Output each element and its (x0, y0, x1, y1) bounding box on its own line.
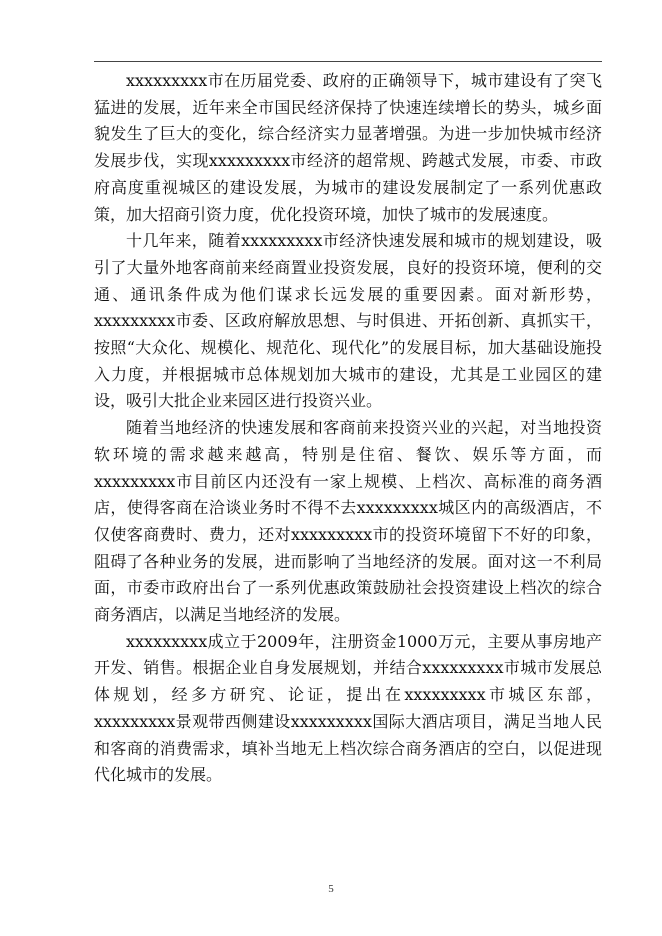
page-number: 5 (328, 883, 334, 895)
paragraph-3: 随着当地经济的快速发展和客商前来投资兴业的兴起，对当地投资软环境的需求越来越高，特别是住宿、餐饮、娱乐等方面，而xxxxxxxxx市目前区内还没有一家上规模、上档次、高标准的商务酒店，使得客商在洽谈业务时不得不去xxxxxxxxx城区内的高级酒店，不仅使客商费时、费力，还对xxxxxxxxx市的投资环境留下不好的印象，阻碍了各种业务的发展，进而影响了当地经济的发展。面对这一不利局面，市委市政府出台了一系列优惠政策鼓励社会投资建设上档次的综合商务酒店，以满足当地经济的发展。 (94, 418, 602, 625)
document-body (94, 68, 602, 789)
paragraph-2: 十几年来，随着xxxxxxxxx市经济快速发展和城市的规划建设，吸引了大量外地客商前来经商置业投资发展，良好的投资环境，便利的交通、通讯条件成为他们谋求长远发展的重要因素。面对新形势，xxxxxxxxx市委、区政府解放思想、与时俱进、开拓创新、真抓实干，按照“大众化、规模化、规范化、现代化”的发展目标，加大基础设施投入力度，并根据城市总体规划加大城市的建设，尤其是工业园区的建设，吸引大批企业来园区进行投资兴业。 (94, 231, 602, 411)
header-rule (94, 61, 602, 62)
paragraph-1: xxxxxxxxx市在历届党委、政府的正确领导下，城市建设有了突飞猛进的发展，近年来全市国民经济保持了快速连续增长的势头，城乡面貌发生了巨大的变化，综合经济实力显著增强。为进一步加快城市经济发展步伐，实现xxxxxxxxx市经济的超常规、跨越式发展，市委、市政府高度重视城区的建设发展，为城市的建设发展制定了一系列优惠政策，加大招商引资力度，优化投资环境，加快了城市的发展速度。 (94, 71, 602, 224)
paragraph-4: xxxxxxxxx成立于2009年，注册资金1000万元，主要从事房地产开发、销售。根据企业自身发展规划，并结合xxxxxxxxx市城市发展总体规划，经多方研究、论证，提出在xxxxxxxxx市城区东部，xxxxxxxxx景观带西侧建设xxxxxxxxx国际大酒店项目，满足当地人民和客商的消费需求，填补当地无上档次综合商务酒店的空白，以促进现代化城市的发展。 (94, 631, 602, 785)
